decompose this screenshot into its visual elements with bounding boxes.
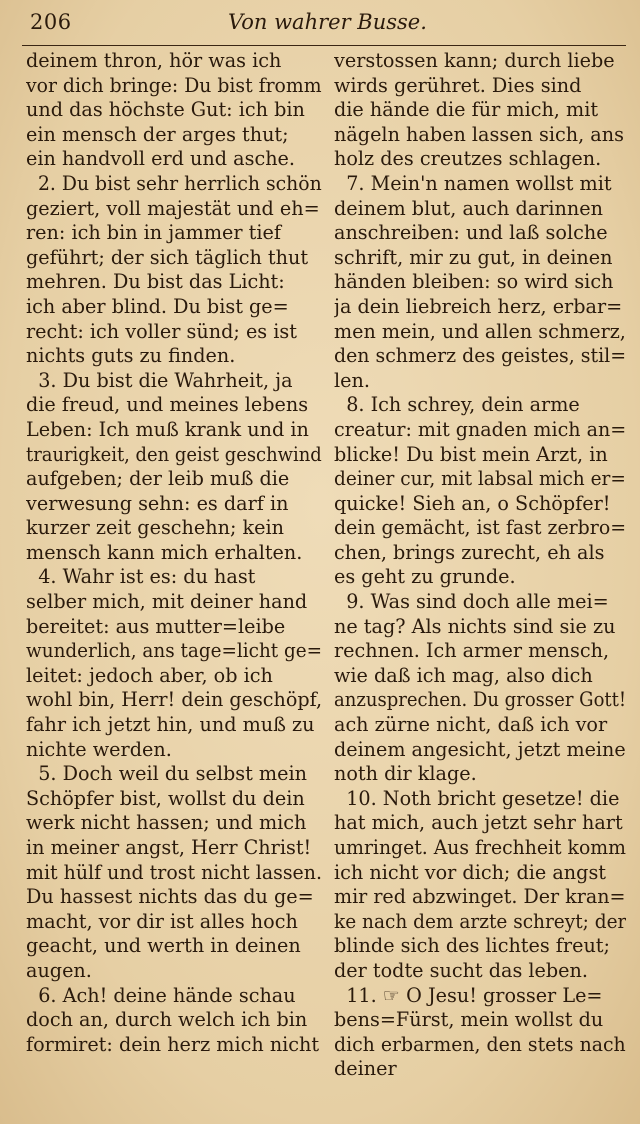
text-line: hat mich, auch jetzt sehr hart <box>334 811 623 835</box>
text-line: wohl bin, Herr! dein geschöpf, <box>26 688 322 712</box>
text-line: deiner cur, mit labsal mich er= <box>334 467 626 491</box>
text-line: 10. Noth bricht gesetze! die <box>334 786 620 810</box>
text-line: traurigkeit, den geist geschwind <box>26 442 322 466</box>
text-line: kurzer zeit geschehn; kein <box>26 516 285 540</box>
text-line: dich erbarmen, den stets nach <box>334 1032 626 1056</box>
text-line: mensch kann mich erhalten. <box>26 540 303 564</box>
text-line: in meiner angst, Herr Christ! <box>26 836 312 859</box>
text-line: 5. Doch weil du selbst mein <box>26 762 307 786</box>
text-line: schrift, mir zu gut, in deinen <box>334 245 613 269</box>
text-line: quicke! Sieh an, o Schöpfer! <box>334 491 611 515</box>
text-line: holz des creutzes schlagen. <box>334 147 602 171</box>
text-line: geziert, voll majestät und eh= <box>26 196 320 220</box>
text-line: es geht zu grunde. <box>334 565 516 589</box>
text-line: nichts guts zu finden. <box>26 344 236 368</box>
text-line: nichte werden. <box>26 737 172 761</box>
text-line: den schmerz des geistes, stil= <box>334 344 626 368</box>
text-line: die freud, und meines lebens <box>26 393 309 417</box>
text-line: rechnen. Ich armer mensch, <box>334 639 610 663</box>
text-line: wie daß ich mag, also dich <box>334 663 593 687</box>
text-line: macht, vor dir ist alles hoch <box>26 909 298 933</box>
text-line: wirds gerühret. Dies sind <box>334 73 582 97</box>
text-line: chen, brings zurecht, eh als <box>334 540 605 564</box>
text-line: deiner <box>334 1057 397 1081</box>
text-line: 6. Ach! deine hände schau <box>26 983 296 1007</box>
text-line: ren: ich bin in jammer tief <box>26 221 281 245</box>
text-line: recht: ich voller sünd; es ist <box>26 319 297 343</box>
text-line: mir red abzwinget. Der kran= <box>334 885 626 909</box>
text-line: aufgeben; der leib muß die <box>26 467 290 491</box>
text-line: der todte sucht das leben. <box>334 958 588 982</box>
text-line: 11. ☞ O Jesu! grosser Le= <box>334 983 603 1007</box>
text-line: Leben: Ich muß krank und in <box>26 417 309 441</box>
text-line: blinde sich des lichtes freut; <box>334 934 610 958</box>
page-header <box>30 4 622 44</box>
text-line: nägeln haben lassen sich, ans <box>334 122 624 146</box>
text-line: selber mich, mit deiner hand <box>26 590 308 614</box>
text-line: ach zürne nicht, daß ich vor <box>334 713 608 737</box>
text-line: men mein, und allen schmerz, <box>334 319 626 343</box>
text-line: ich nicht vor dich; die angst <box>334 860 607 884</box>
text-line: ne tag? Als nichts sind sie zu <box>334 614 616 638</box>
text-line: fahr ich jetzt hin, und muß zu <box>26 713 315 737</box>
text-line: 8. Ich schrey, dein arme <box>334 393 580 417</box>
page-number: 206 <box>30 10 72 34</box>
text-line: Du hassest nichts das du ge= <box>26 885 314 909</box>
text-line: ein handvoll erd und asche. <box>26 147 295 171</box>
text-line: bens=Fürst, mein wollst du <box>334 1008 604 1032</box>
text-line: ja dein liebreich herz, erbar= <box>334 294 623 318</box>
text-line: noth dir klage. <box>334 762 477 786</box>
text-line: bereitet: aus mutter=leibe <box>26 614 286 638</box>
text-line: ich aber blind. Du bist ge= <box>26 294 289 318</box>
text-line: deinem angesicht, jetzt meine <box>334 737 626 761</box>
header-rule <box>22 45 626 46</box>
text-line: händen bleiben: so wird sich <box>334 270 614 294</box>
text-line: 2. Du bist sehr herrlich schön <box>26 171 322 195</box>
text-line: doch an, durch welch ich bin <box>26 1008 308 1032</box>
text-line: 4. Wahr ist es: du hast <box>26 565 256 589</box>
text-line: umringet. Aus frechheit komm <box>334 836 626 859</box>
text-line: deinem blut, auch darinnen <box>334 196 603 220</box>
text-line: mit hülf und trost nicht lassen. <box>26 860 322 884</box>
text-line: augen. <box>26 958 92 982</box>
text-line: und das höchste Gut: ich bin <box>26 98 305 122</box>
text-line: creatur: mit gnaden mich an= <box>334 417 626 441</box>
text-line: wunderlich, ans tage=licht ge= <box>26 639 322 663</box>
text-line: anschreiben: und laß solche <box>334 221 608 245</box>
text-line: anzusprechen. Du grosser Gott! <box>334 688 626 712</box>
text-line: Schöpfer bist, wollst du dein <box>26 786 305 810</box>
text-line: formiret: dein herz mich nicht <box>26 1032 320 1056</box>
text-line: ke nach dem arzte schreyt; der <box>334 909 626 933</box>
text-line: verstossen kann; durch liebe <box>334 49 615 72</box>
text-line: geführt; der sich täglich thut <box>26 245 309 269</box>
text-line: 7. Mein'n namen wollst mit <box>334 171 612 195</box>
text-line: vor dich bringe: Du bist fromm <box>26 73 322 97</box>
text-line: leitet: jedoch aber, ob ich <box>26 663 273 687</box>
text-line: die hände die für mich, mit <box>334 98 599 122</box>
left-column <box>26 49 322 1057</box>
text-line: 3. Du bist die Wahrheit, ja <box>26 368 293 392</box>
text-line: blicke! Du bist mein Arzt, in <box>334 442 608 466</box>
text-line: len. <box>334 368 370 392</box>
text-line: werk nicht hassen; und mich <box>26 811 307 835</box>
running-title: Von wahrer Busse. <box>228 10 427 34</box>
text-line: dein gemächt, ist fast zerbro= <box>334 516 626 540</box>
text-line: verwesung sehn: es darf in <box>26 491 289 515</box>
text-line: ein mensch der arges thut; <box>26 122 289 146</box>
right-column <box>334 49 626 1082</box>
text-line: 9. Was sind doch alle mei= <box>334 590 609 614</box>
text-line: geacht, und werth in deinen <box>26 934 301 958</box>
text-line: deinem thron, hör was ich <box>26 49 282 72</box>
text-line: mehren. Du bist das Licht: <box>26 270 285 294</box>
